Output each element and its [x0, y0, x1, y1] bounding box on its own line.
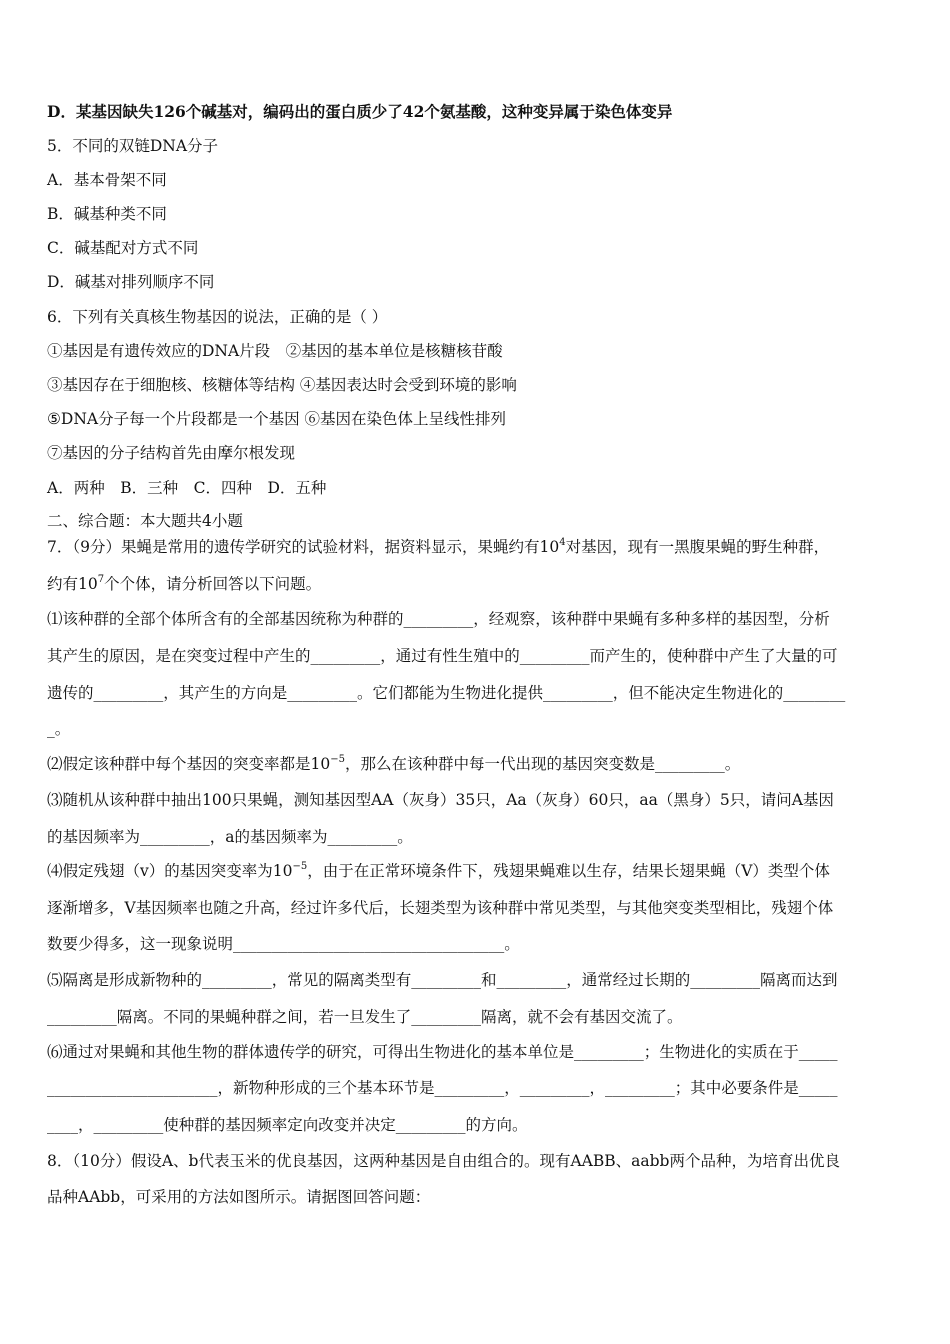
q7-part-1-line-3: 遗传的_________，其产生的方向是_________。它们都能为生物进化提供_________，但不能决定生物进化的________: [47, 684, 846, 702]
question-8-stem: 8．（10分）假设A、b代表玉米的优良基因，这两种基因是自由组合的。现有AABB、aabb两个品种，为培育出优良: [47, 1152, 840, 1170]
q7-text-a: 7．（9分）果蝇是常用的遗传学研究的试验材料，据资料显示，果蝇约有10: [47, 538, 560, 556]
q7-part-3-line-1: ⑶随机从该种群中抽出100只果蝇，测知基因型AA（灰身）35只，Aa（灰身）60只，aa（黑身）5只，请问A基因: [47, 791, 834, 809]
q7-part-5-line-2: _________隔离。不同的果蝇种群之间，若一旦发生了_________隔离，就不会有基因交流了。: [47, 1008, 683, 1026]
statement-7: ⑦基因的分子结构首先由摩尔根发现: [47, 444, 296, 462]
question-7-stem: [47, 537, 829, 560]
q7-part-6-line-1: ⑹通过对果蝇和其他生物的群体遗传学的研究，可得出生物进化的基本单位是_________；生物进化的实质在于_____: [47, 1043, 838, 1061]
q7-part-6-line-3: ____，_________使种群的基因频率定向改变并决定_________的方向。: [47, 1116, 528, 1134]
section-heading: 二、综合题：本大题共4小题: [47, 512, 243, 530]
option-d-q5: D．碱基对排列顺序不同: [47, 273, 215, 291]
q7-p2-text-b: ，那么在该种群中每一代出现的基因突变数是_________。: [344, 755, 741, 773]
option-c-q5: C．碱基配对方式不同: [47, 239, 199, 257]
q7-p2-exponent: −5: [330, 754, 345, 765]
question-7-stem-cont: [47, 574, 321, 597]
q7-part-3-line-2: 的基因频率为_________，a的基因频率为_________。: [47, 828, 413, 846]
q7-part-1-line-4: _。: [47, 720, 71, 738]
q7-part-4-line-1: [47, 861, 830, 884]
q7-part-1-line-1: ⑴该种群的全部个体所含有的全部基因统称为种群的_________，经观察，该种群中果蝇有多种多样的基因型，分析: [47, 610, 830, 628]
statement-3-4: ③基因存在于细胞核、核糖体等结构 ④基因表达时会受到环境的影响: [47, 376, 517, 394]
q7-part-1-line-2: 其产生的原因，是在突变过程中产生的_________，通过有性生殖中的_________而产生的，使种群中产生了大量的可: [47, 647, 838, 665]
q7-part-4-line-3: 数要少得多，这一现象说明___________________________________。: [47, 935, 520, 953]
q7-p2-text-a: ⑵假定该种群中每个基因的突变率都是10: [47, 755, 331, 773]
option-a-q5: A．基本骨架不同: [47, 171, 167, 189]
q7-text-c: 约有10: [47, 575, 98, 593]
q7-part-6-line-2: ______________________，新物种形成的三个基本环节是_________，_________，_________；其中必要条件是_____: [47, 1079, 838, 1097]
q7-part-2: [47, 754, 740, 777]
q7-text-b: 对基因，现有一黑腹果蝇的野生种群，: [565, 538, 830, 556]
question-5-stem: 5．不同的双链DNA分子: [47, 137, 219, 155]
q7-p4-exponent: −5: [292, 861, 308, 872]
q7-part-5-line-1: ⑸隔离是形成新物种的_________，常见的隔离类型有_________和_________，通常经过长期的_________隔离而达到: [47, 971, 838, 989]
question-6-stem: 6．下列有关真核生物基因的说法，正确的是（ ）: [47, 308, 388, 326]
q7-p4-text-a: ⑷假定残翅（v）的基因突变率为10: [47, 862, 293, 880]
q7-exponent-a: 4: [559, 537, 566, 548]
option-b-q5: B．碱基种类不同: [47, 205, 167, 223]
option-d-q4: D．某基因缺失126个碱基对，编码出的蛋白质少了42个氨基酸，这种变异属于染色体变异: [47, 102, 673, 121]
statement-5-6: ⑤DNA分子每一个片段都是一个基因 ⑥基因在染色体上呈线性排列: [47, 410, 507, 428]
question-8-stem-cont: 品种AAbb，可采用的方法如图所示。请据图回答问题：: [47, 1188, 431, 1206]
options-q6: A．两种 B．三种 C．四种 D．五种: [47, 479, 327, 497]
q7-text-d: 个个体，请分析回答以下问题。: [104, 575, 322, 593]
statement-1-2: ①基因是有遗传效应的DNA片段 ②基因的基本单位是核糖核苷酸: [47, 342, 503, 360]
q7-exponent-b: 7: [97, 574, 105, 585]
q7-p4-text-b: ，由于在正常环境条件下，残翅果蝇难以生存，结果长翅果蝇（V）类型个体: [307, 862, 830, 880]
q7-part-4-line-2: 逐渐增多，V基因频率也随之升高，经过许多代后，长翅类型为该种群中常见类型，与其他突变类型相比，残翅个体: [47, 899, 834, 917]
